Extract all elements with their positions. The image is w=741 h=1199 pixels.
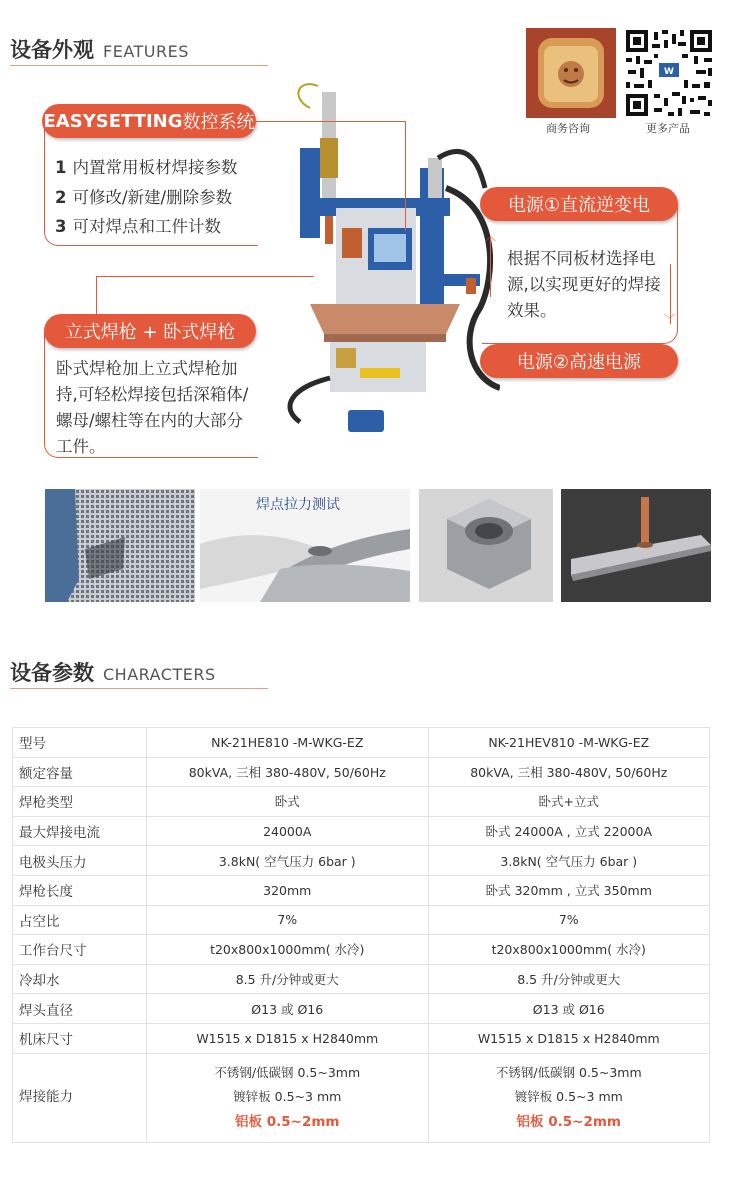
gun-description: 卧式焊枪加上立式焊枪加持,可轻松焊接包括深箱体/螺母/螺柱等在内的大部分工件。	[56, 359, 249, 456]
spec-label: 工作台尺寸	[13, 935, 147, 965]
spec-value-model-b: 卧式+立式	[428, 787, 710, 817]
spec-row	[13, 728, 710, 758]
spec-label: 焊接能力	[13, 1053, 147, 1142]
spec-row	[13, 994, 710, 1024]
connector-line-top	[256, 121, 406, 122]
connector-line-mid-drop	[96, 276, 97, 316]
spec-table	[12, 727, 710, 1143]
spec-label: 冷却水	[13, 964, 147, 994]
spec-row	[13, 846, 710, 876]
spec-value-model-a: 24000A	[147, 816, 429, 846]
spec-value-capability-a	[147, 1053, 429, 1142]
capability-line: 镀锌板 0.5~3 mm	[233, 1089, 342, 1105]
easysetting-pill	[42, 104, 256, 138]
svg-text:W: W	[664, 67, 674, 77]
pull-test-caption: 焊点拉力测试	[256, 497, 340, 513]
characters-underline	[10, 688, 268, 689]
features-heading	[10, 34, 189, 64]
spec-value-model-a: NK-21HE810 -M-WKG-EZ	[147, 728, 429, 758]
spec-row	[13, 787, 710, 817]
spec-value-model-b: 卧式 320mm , 立式 350mm	[428, 875, 710, 905]
spec-label: 机床尺寸	[13, 1023, 147, 1053]
power2-pill: 电源②高速电源	[480, 344, 678, 378]
photo-weld-pull-test	[200, 489, 410, 602]
spec-value-model-a: t20x800x1000mm( 水冷)	[147, 935, 429, 965]
spec-row	[13, 1023, 710, 1053]
capability-line: 不锈钢/低碳钢 0.5~3mm	[495, 1064, 642, 1080]
spec-value-model-a: 320mm	[147, 875, 429, 905]
spec-label: 焊头直径	[13, 994, 147, 1024]
power-description: 根据不同板材选择电源,以实现更好的焊接效果。	[507, 249, 661, 320]
spec-row	[13, 757, 710, 787]
spec-value-model-a: Ø13 或 Ø16	[147, 994, 429, 1024]
capability-line: 镀锌板 0.5~3 mm	[514, 1089, 623, 1105]
spec-value-model-b: t20x800x1000mm( 水冷)	[428, 935, 710, 965]
spec-value-capability-b	[428, 1053, 710, 1142]
photo-stud-on-plate	[561, 489, 711, 602]
features-title-en: FEATURES	[103, 42, 189, 61]
arrow-up-line	[490, 237, 491, 297]
qr-label-business: 商务咨询	[546, 122, 590, 135]
easysetting-item-2: 2 可修改/新建/删除参数	[55, 188, 233, 207]
capability-line: 铝板 0.5~2mm	[235, 1113, 340, 1130]
spec-value-model-b: 7%	[428, 905, 710, 935]
features-underline	[10, 65, 268, 66]
photo-hex-nut	[419, 489, 553, 602]
connector-line-mid	[96, 276, 314, 277]
qr-label-more: 更多产品	[646, 122, 690, 135]
spec-value-model-b: Ø13 或 Ø16	[428, 994, 710, 1024]
easysetting-label-rest: 数控系统	[182, 112, 255, 133]
spec-row	[13, 875, 710, 905]
spec-row	[13, 905, 710, 935]
characters-heading	[10, 657, 216, 687]
wechat-qr-icon	[526, 28, 616, 118]
characters-title-cn: 设备参数	[10, 661, 94, 685]
spec-value-model-b: 卧式 24000A , 立式 22000A	[428, 816, 710, 846]
spec-value-model-b: 8.5 升/分钟或更大	[428, 964, 710, 994]
spec-value-model-a: 80kVA, 三相 380-480V, 50/60Hz	[147, 757, 429, 787]
spec-label: 型号	[13, 728, 147, 758]
easysetting-item-3: 3 可对焊点和工件计数	[55, 217, 221, 236]
spec-label: 占空比	[13, 905, 147, 935]
spec-value-model-a: 3.8kN( 空气压力 6bar )	[147, 846, 429, 876]
spec-value-model-a: 7%	[147, 905, 429, 935]
gun-pill: 立式焊枪 + 卧式焊枪	[44, 314, 256, 348]
spec-value-model-b: 80kVA, 三相 380-480V, 50/60Hz	[428, 757, 710, 787]
spec-label: 焊枪长度	[13, 875, 147, 905]
spec-row-capability	[13, 1053, 710, 1142]
more-products-qr-icon	[624, 28, 714, 118]
spec-value-model-b: W1515 x D1815 x H2840mm	[428, 1023, 710, 1053]
spec-value-model-a: W1515 x D1815 x H2840mm	[147, 1023, 429, 1053]
spec-label: 焊枪类型	[13, 787, 147, 817]
spec-row	[13, 964, 710, 994]
easysetting-label-bold: EASYSETTING	[43, 110, 183, 132]
characters-title-en: CHARACTERS	[103, 665, 216, 684]
spec-value-model-b: 3.8kN( 空气压力 6bar )	[428, 846, 710, 876]
arrow-up-icon: ︿	[485, 230, 496, 243]
capability-line: 不锈钢/低碳钢 0.5~3mm	[214, 1064, 361, 1080]
spec-value-model-a: 8.5 升/分钟或更大	[147, 964, 429, 994]
welding-machine-image	[270, 78, 500, 440]
photo-mesh-panel	[45, 489, 195, 602]
spec-value-model-b: NK-21HEV810 -M-WKG-EZ	[428, 728, 710, 758]
power1-pill: 电源①直流逆变电	[480, 187, 678, 221]
spec-label: 最大焊接电流	[13, 816, 147, 846]
spec-label: 额定容量	[13, 757, 147, 787]
spec-row	[13, 935, 710, 965]
spec-value-model-a: 卧式	[147, 787, 429, 817]
spec-row	[13, 816, 710, 846]
arrow-down-icon: ﹀	[664, 313, 675, 326]
features-title-cn: 设备外观	[10, 38, 94, 62]
connector-line-top-drop	[405, 121, 406, 231]
easysetting-item-1: 1 内置常用板材焊接参数	[55, 158, 238, 177]
capability-line: 铝板 0.5~2mm	[516, 1113, 621, 1130]
spec-label: 电极头压力	[13, 846, 147, 876]
